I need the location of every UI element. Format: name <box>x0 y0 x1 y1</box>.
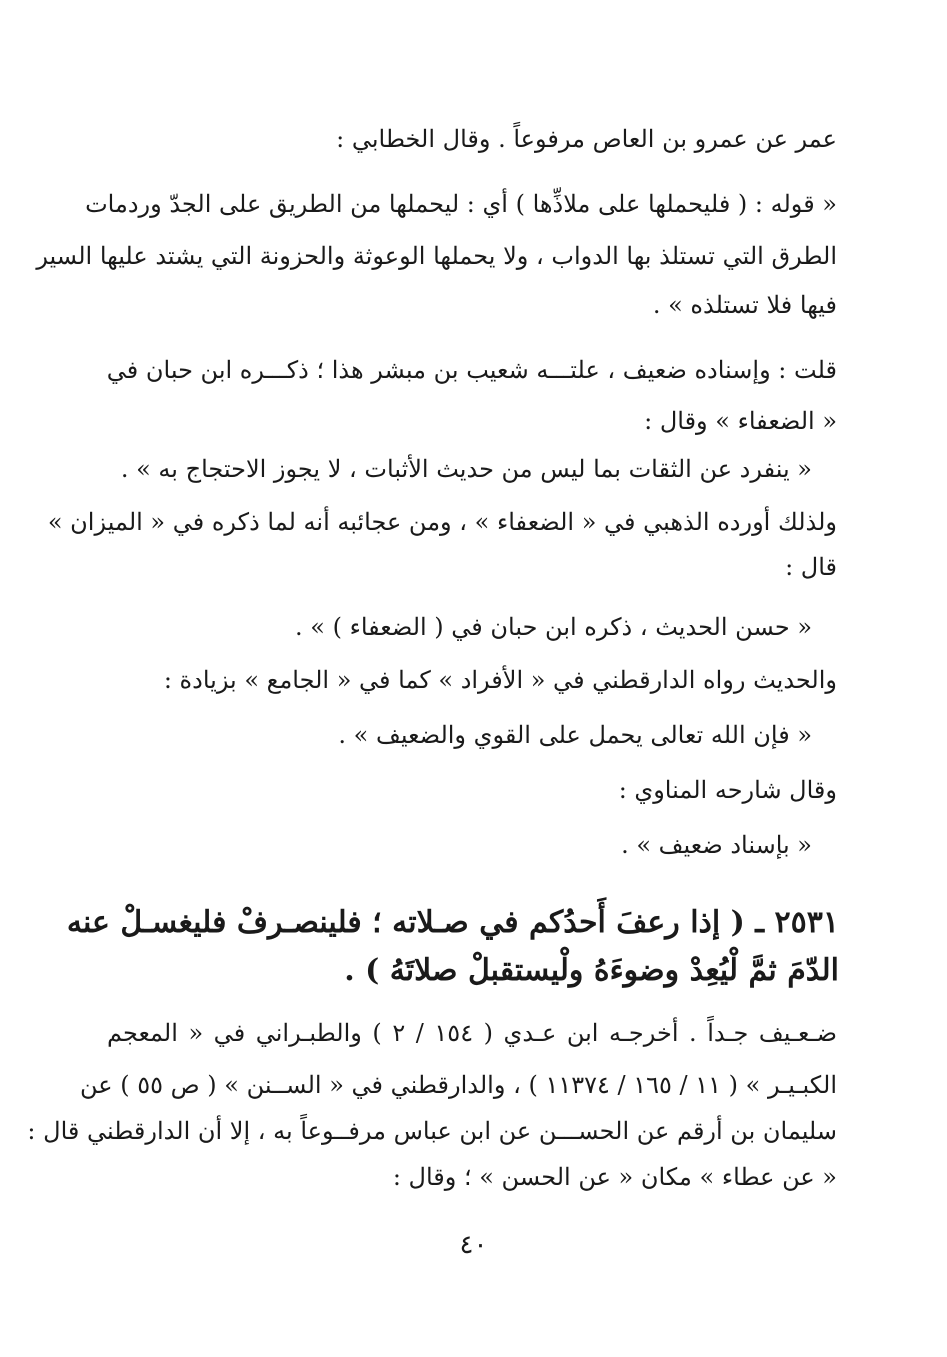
takhrij-line-2: الكبـيـر » ( ١١ / ١٦٥ / ١١٣٧٤ ) ، والدارقطني في « الســنن » ( ص ٥٥ ) عن <box>80 1071 837 1099</box>
takhrij-line-4: « عن عطاء » مكان « عن الحسن » ؛ وقال : <box>392 1163 837 1191</box>
quote-line-2: الطرق التي تستلذ بها الدواب ، ولا يحملها الوعوثة والحزونة التي يشتد عليها السير <box>36 242 837 270</box>
paragraph-line-4: قال : <box>785 553 837 581</box>
takhrij-line-3: سليمان بن أرقم عن الحســـن عن ابن عباس مرفــوعاً به ، إلا أن الدارقطني قال : <box>27 1117 837 1145</box>
quote-line-5: « حسن الحديث ، ذكره ابن حبان في ( الضعفاء ) » . <box>295 613 812 641</box>
paragraph-line-1: قلت : وإسناده ضعيف ، علتـــه شعيب بن مبشر هذا ؛ ذكـــره ابن حبان في <box>106 356 837 384</box>
paragraph-line-3: ولذلك أورده الذهبي في « الضعفاء » ، ومن عجائبه أنه لما ذكره في « الميزان » <box>47 508 837 536</box>
paragraph-line-6: وقال شارحه المناوي : <box>618 776 837 804</box>
hadith-heading-line-1: ٢٥٣١ ـ ( إذا رعفَ أَحدُكم في صـلاته ؛ فلينصـرفْ فليغسـلْ عنه <box>66 905 839 940</box>
hadith-heading-line-2: الدّمَ ثمَّ لْيُعِدْ وضوءَهُ ولْيستقبلْ صلاتَهُ ) . <box>344 953 839 988</box>
quote-line-4: « ينفرد عن الثقات بما ليس من حديث الأثبات ، لا يجوز الاحتجاج به » . <box>120 455 812 483</box>
page-number: ٤٠ <box>459 1230 488 1260</box>
quote-line-7: « بإسناد ضعيف » . <box>621 831 812 859</box>
takhrij-line-1: ضـعـيف جـداً . أخرجـه ابن عـدي ( ١٥٤ / ٢ ) والطبـراني في « المعجم <box>107 1019 838 1047</box>
text-line-1: عمر عن عمرو بن العاص مرفوعاً . وقال الخطابي : <box>336 125 837 153</box>
quote-line-1: « قوله : ( فليحملها على ملاذِّها ) أي : ليحملها من الطريق على الجدّ وردمات <box>85 190 837 218</box>
quote-line-3: فيها فلا تستلذه » . <box>652 291 837 319</box>
paragraph-line-2: « الضعفاء » وقال : <box>644 407 837 435</box>
paragraph-line-5: والحديث رواه الدارقطني في « الأفراد » كما في « الجامع » بزيادة : <box>163 666 837 694</box>
quote-line-6: « فإن الله تعالى يحمل على القوي والضعيف » . <box>338 721 812 749</box>
